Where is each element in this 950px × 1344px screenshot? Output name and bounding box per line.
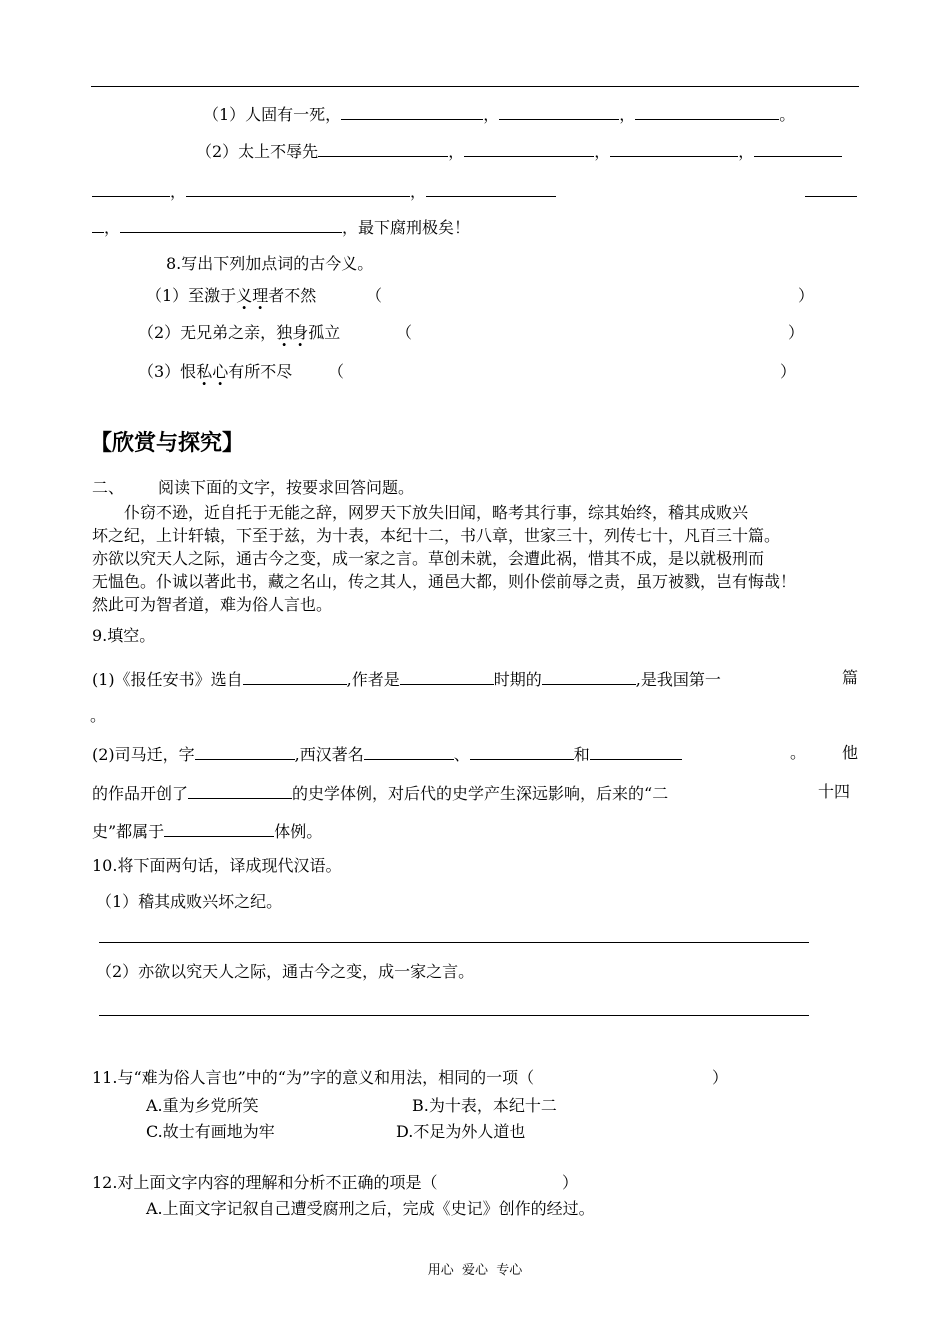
- blank[interactable]: [341, 103, 483, 120]
- q8-item-2-paren-open: （: [396, 323, 413, 342]
- q9-line-2-period: 。: [790, 743, 807, 762]
- q9-line-1-cont: 。: [90, 706, 107, 725]
- q8-item-1-paren-open: （: [366, 286, 383, 305]
- blank[interactable]: [610, 140, 738, 157]
- q12-option-a[interactable]: A.上面文字记叙自己遭受腐刑之后，完成《史记》创作的经过。: [146, 1199, 595, 1218]
- fill-item-2-end: ， ，最下腐刑极矣！: [92, 216, 470, 238]
- q11-option-c[interactable]: C.故士有画地为牢: [146, 1122, 275, 1141]
- blank[interactable]: [92, 216, 104, 233]
- fill-item-2: （2）太上不辱先 ， ， ，: [196, 140, 842, 162]
- q10-item-1: （1）稽其成败兴坏之纪。: [96, 892, 283, 911]
- q11-close-paren: ）: [712, 1068, 729, 1087]
- blank[interactable]: [164, 820, 274, 837]
- q12-close-paren: ）: [562, 1173, 579, 1192]
- passage-line-2: 坏之纪，上计轩辕，下至于兹，为十表，本纪十二，书八章，世家三十，列传七十，凡百三十篇。: [92, 526, 781, 545]
- fill-item-1: （1）人固有一死， ， ， 。: [203, 105, 796, 124]
- q12-title: 12.对上面文字内容的理解和分析不正确的项是（: [92, 1173, 438, 1192]
- blank[interactable]: [120, 216, 342, 233]
- q8-item-1: （1）至激于义理者不然: [146, 286, 317, 305]
- passage-line-3: 亦欲以究天人之际，通古今之变，成一家之言。草创未就，会遭此祸，惜其不成，是以就极刑而: [92, 549, 765, 568]
- blank[interactable]: [364, 743, 454, 760]
- blank[interactable]: [426, 180, 556, 197]
- passage-line-5: 然此可为智者道，难为俗人言也。: [92, 595, 333, 614]
- q9-line-1: (1)《报任安书》选自 ,作者是 时期的 ,是我国第一: [92, 670, 721, 689]
- q11-option-b[interactable]: B.为十表，本纪十二: [412, 1096, 557, 1115]
- q8-item-1-paren-close: ）: [798, 286, 815, 305]
- blank[interactable]: [92, 180, 170, 197]
- blank[interactable]: [318, 140, 448, 157]
- blank[interactable]: [470, 743, 574, 760]
- passage-line-4: 无愠色。仆诚以著此书，藏之名山，传之其人，通邑大都，则仆偿前辱之责，虽万被戮，岂有悔哉！: [92, 572, 797, 591]
- passage-line-1: 仆窃不逊，近自托于无能之辞，网罗天下放失旧闻，略考其行事，综其始终，稽其成败兴: [124, 503, 749, 522]
- blank[interactable]: [499, 103, 619, 120]
- blank[interactable]: [186, 180, 410, 197]
- section-heading: 【欣赏与探究】: [90, 431, 245, 456]
- q8-item-3-paren-open: （: [328, 362, 345, 381]
- q9-line-4: 史”都属于 体例。: [92, 822, 323, 841]
- q9-title: 9.填空。: [92, 626, 156, 645]
- blank[interactable]: [805, 180, 857, 197]
- header-rule: [91, 86, 859, 87]
- part-instruction: 阅读下面的文字，按要求回答问题。: [158, 478, 415, 497]
- blank[interactable]: [400, 668, 494, 685]
- blank[interactable]: [243, 668, 347, 685]
- q9-line-2: (2)司马迁，字 ,西汉著名 、 和: [92, 743, 682, 765]
- blank[interactable]: [754, 140, 842, 157]
- part-number: 二、: [92, 478, 125, 497]
- q8-title: 8.写出下列加点词的古今义。: [166, 254, 374, 273]
- q9-line-1-end: 篇: [842, 668, 859, 687]
- q8-item-2-paren-close: ）: [788, 323, 805, 342]
- blank[interactable]: [195, 743, 295, 760]
- q9-line-3-end: 十四: [818, 782, 851, 801]
- blank[interactable]: [635, 103, 779, 120]
- q11-option-a[interactable]: A.重为乡党所笑: [146, 1096, 259, 1115]
- fill-item-2-cont: ， ，: [92, 180, 556, 202]
- page-footer: 用心 爱心 专心: [427, 1263, 523, 1278]
- answer-line[interactable]: [99, 1015, 809, 1016]
- q9-line-3: 的作品开创了 的史学体例，对后代的史学产生深远影响，后来的“二: [92, 784, 669, 803]
- q10-item-2: （2）亦欲以究天人之际，通古今之变，成一家之言。: [96, 962, 475, 981]
- q8-item-3-paren-close: ）: [780, 362, 797, 381]
- q10-title: 10.将下面两句话，译成现代汉语。: [92, 856, 342, 875]
- blank[interactable]: [590, 743, 682, 760]
- q9-line-2-end: 他: [842, 743, 859, 762]
- blank[interactable]: [188, 782, 292, 799]
- q11-title: 11.与“难为俗人言也”中的“为”字的意义和用法，相同的一项（: [92, 1068, 535, 1087]
- q11-option-d[interactable]: D.不足为外人道也: [396, 1122, 526, 1141]
- blank[interactable]: [464, 140, 594, 157]
- answer-line[interactable]: [99, 942, 809, 943]
- q8-item-3: （3）恨私心有所不尽: [138, 362, 293, 381]
- blank[interactable]: [542, 668, 636, 685]
- q8-item-2: （2）无兄弟之亲，独身孤立: [138, 323, 341, 342]
